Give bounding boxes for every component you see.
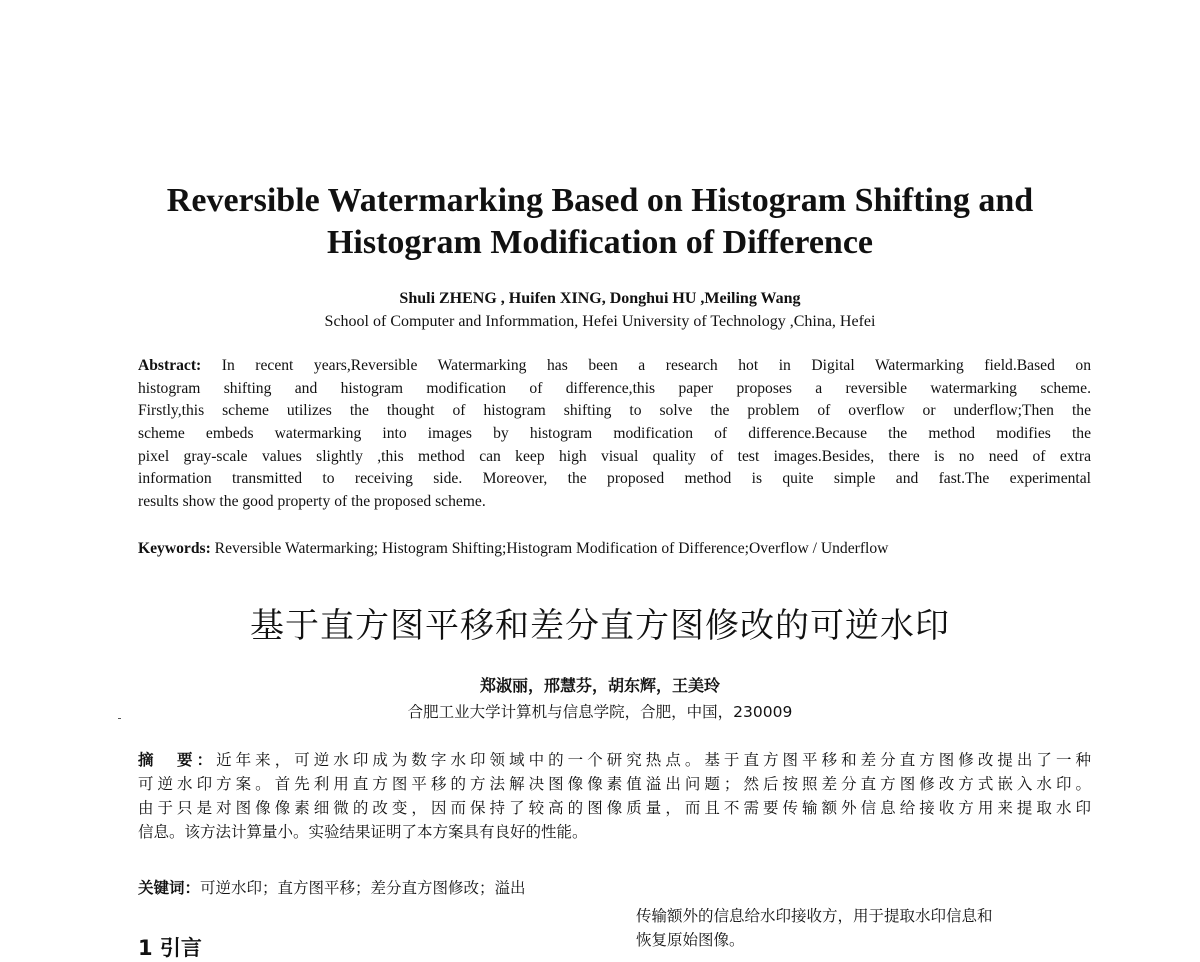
- english-abstract-line: scheme embeds watermarking into images by histogram modification of difference.Because the method modifies the: [138, 425, 1091, 443]
- chinese-keywords-label: 关键词：: [138, 879, 201, 897]
- chinese-abstract-line: [138, 748, 1091, 772]
- english-abstract: [138, 355, 1091, 514]
- chinese-keywords: [138, 877, 526, 899]
- english-abstract-line: [138, 355, 1091, 378]
- english-authors: Shuli ZHENG , Huifen XING, Donghui HU ,Meiling Wang: [399, 290, 801, 307]
- chinese-abstract-text: 近年来，可逆水印成为数字水印领域中的一个研究热点。基于直方图平移和差分直方图修改提出了一种: [216, 751, 1091, 769]
- english-abstract-line: pixel gray-scale values slightly ,this method can keep high visual quality of test images.Besides, there is no need of extra: [138, 447, 1091, 465]
- english-abstract-line: information transmitted to receiving side. Moreover, the proposed method is quite simple and fast.The experimental: [138, 470, 1091, 488]
- chinese-affiliation: 合肥工业大学计算机与信息学院，合肥，中国，230009: [407, 703, 793, 721]
- chinese-keywords-text: 可逆水印；直方图平移；差分直方图修改；溢出: [200, 879, 526, 897]
- english-title: [120, 180, 1080, 264]
- english-title-line: Reversible Watermarking Based on Histogram Shifting and: [166, 182, 1034, 219]
- chinese-title: 基于直方图平移和差分直方图修改的可逆水印: [250, 606, 950, 646]
- chinese-abstract: [138, 748, 1091, 844]
- scan-artifact: [118, 718, 121, 719]
- keywords-text: Reversible Watermarking; Histogram Shifting;Histogram Modification of Difference;Overflow / Underflow: [214, 540, 889, 557]
- body-text-line: 传输额外的信息给水印接收方，用于提取水印信息和: [636, 907, 993, 925]
- english-abstract-line: histogram shifting and histogram modification of difference,this paper proposes a reversible watermarking scheme.: [138, 379, 1091, 397]
- english-affiliation: School of Computer and Informmation, Hefei University of Technology ,China, Hefei: [324, 313, 876, 330]
- chinese-abstract-line: 由于只是对图像像素细微的改变，因而保持了较高的图像质量，而且不需要传输额外信息给接收方用来提取水印: [138, 799, 1091, 817]
- abstract-label: Abstract:: [138, 357, 202, 374]
- abstract-text: In recent years,Reversible Watermarking has been a research hot in Digital Watermarking field.Based on: [221, 357, 1091, 374]
- chinese-abstract-line: 信息。该方法计算量小。实验结果证明了本方案具有良好的性能。: [138, 823, 588, 841]
- right-column-body: [636, 904, 1096, 952]
- english-keywords: [138, 538, 1091, 560]
- chinese-abstract-line: 可逆水印方案。首先利用直方图平移的方法解决图像像素值溢出问题；然后按照差分直方图修改方式嵌入水印。: [138, 775, 1091, 793]
- chinese-abstract-label: 摘 要：: [138, 751, 217, 769]
- chinese-authors: 郑淑丽，邢慧芬，胡东辉，王美玲: [479, 676, 720, 695]
- english-abstract-line: results show the good property of the proposed scheme.: [138, 493, 486, 511]
- section-heading-introduction: 1 引言: [138, 936, 202, 960]
- english-title-line: Histogram Modification of Difference: [326, 224, 874, 261]
- keywords-label: Keywords:: [138, 540, 211, 557]
- body-text-line: 恢复原始图像。: [636, 931, 745, 949]
- english-abstract-line: Firstly,this scheme utilizes the thought of histogram shifting to solve the problem of overflow or underflow;Then the: [138, 402, 1091, 420]
